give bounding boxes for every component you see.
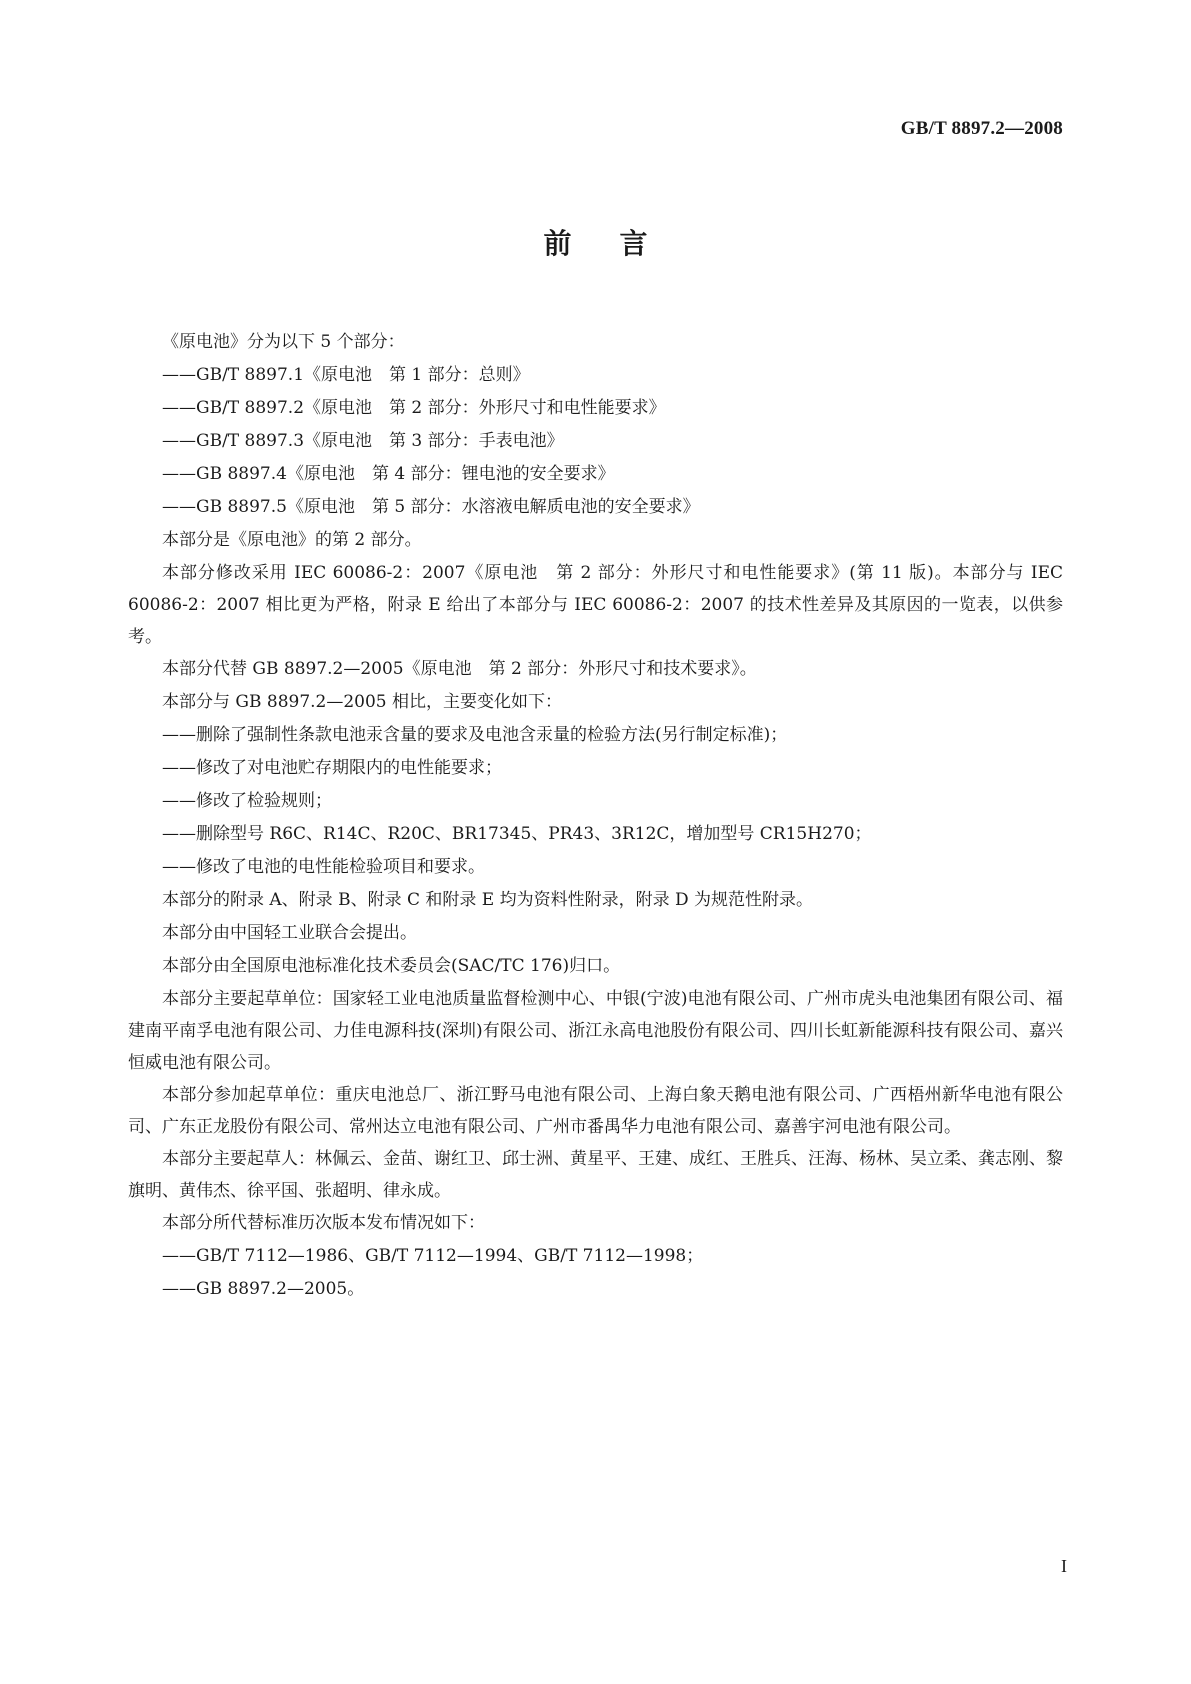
page-title: 前言 bbox=[543, 227, 696, 260]
part-item: ——GB/T 8897.3《原电池 第 3 部分：手表电池》 bbox=[162, 431, 564, 451]
page-number: I bbox=[1061, 1556, 1067, 1576]
centralized-by-line: 本部分由全国原电池标准化技术委员会(SAC/TC 176)归口。 bbox=[162, 956, 621, 976]
standard-code: GB/T 8897.2—2008 bbox=[900, 118, 1063, 139]
history-item: ——GB/T 7112—1986、GB/T 7112—1994、GB/T 7112—1998； bbox=[162, 1246, 704, 1266]
change-item: ——修改了检验规则； bbox=[162, 791, 332, 811]
change-item: ——删除型号 R6C、R14C、R20C、BR17345、PR43、3R12C，增加型号 CR15H270； bbox=[162, 824, 872, 844]
change-item: ——删除了强制性条款电池汞含量的要求及电池含汞量的检验方法(另行制定标准)； bbox=[162, 725, 788, 745]
replaces-line: 本部分代替 GB 8897.2—2005《原电池 第 2 部分：外形尺寸和技术要求》。 bbox=[162, 659, 757, 679]
part-item: ——GB/T 8897.1《原电池 第 1 部分：总则》 bbox=[162, 365, 530, 385]
main-drafters-units-paragraph: 本部分主要起草单位：国家轻工业电池质量监督检测中心、中银(宁波)电池有限公司、广州市虎头电池集团有限公司、福建南平南孚电池有限公司、力佳电源科技(深圳)有限公司、浙江永高电池股份有限公司、四川长虹新能源科技有限公司、嘉兴恒威电池有限公司。 bbox=[128, 989, 1063, 1073]
changes-intro-line: 本部分与 GB 8897.2—2005 相比，主要变化如下： bbox=[162, 692, 563, 712]
this-part-line: 本部分是《原电池》的第 2 部分。 bbox=[162, 530, 422, 550]
part-item: ——GB/T 8897.2《原电池 第 2 部分：外形尺寸和电性能要求》 bbox=[162, 398, 666, 418]
history-intro-line: 本部分所代替标准历次版本发布情况如下： bbox=[162, 1213, 485, 1233]
participating-units-paragraph: 本部分参加起草单位：重庆电池总厂、浙江野马电池有限公司、上海白象天鹅电池有限公司、广西梧州新华电池有限公司、广东正龙股份有限公司、常州达立电池有限公司、广州市番禺华力电池有限公司、嘉善宇河电池有限公司。 bbox=[128, 1085, 1063, 1137]
proposed-by-line: 本部分由中国轻工业联合会提出。 bbox=[162, 923, 417, 943]
annexes-line: 本部分的附录 A、附录 B、附录 C 和附录 E 均为资料性附录，附录 D 为规范性附录。 bbox=[162, 890, 814, 910]
change-item: ——修改了电池的电性能检验项目和要求。 bbox=[162, 857, 485, 877]
change-item: ——修改了对电池贮存期限内的电性能要求； bbox=[162, 758, 502, 778]
adoption-paragraph: 本部分修改采用 IEC 60086-2：2007《原电池 第 2 部分：外形尺寸和电性能要求》(第 11 版)。本部分与 IEC 60086-2：2007 相比更为严格，附录 E 给出了本部分与 IEC 60086-2：2007 的技术性差异及其原因的一览表，以供参考。 bbox=[128, 563, 1063, 647]
drafters-paragraph: 本部分主要起草人：林佩云、金苗、谢红卫、邱士洲、黄星平、王建、成红、王胜兵、汪海、杨林、吴立柔、龚志刚、黎旗明、黄伟杰、徐平国、张超明、律永成。 bbox=[128, 1149, 1063, 1201]
part-item: ——GB 8897.4《原电池 第 4 部分：锂电池的安全要求》 bbox=[162, 464, 615, 484]
history-item: ——GB 8897.2—2005。 bbox=[162, 1279, 365, 1299]
document-body bbox=[128, 326, 1063, 1306]
intro-line: 《原电池》分为以下 5 个部分： bbox=[162, 332, 405, 352]
part-item: ——GB 8897.5《原电池 第 5 部分：水溶液电解质电池的安全要求》 bbox=[162, 497, 700, 517]
